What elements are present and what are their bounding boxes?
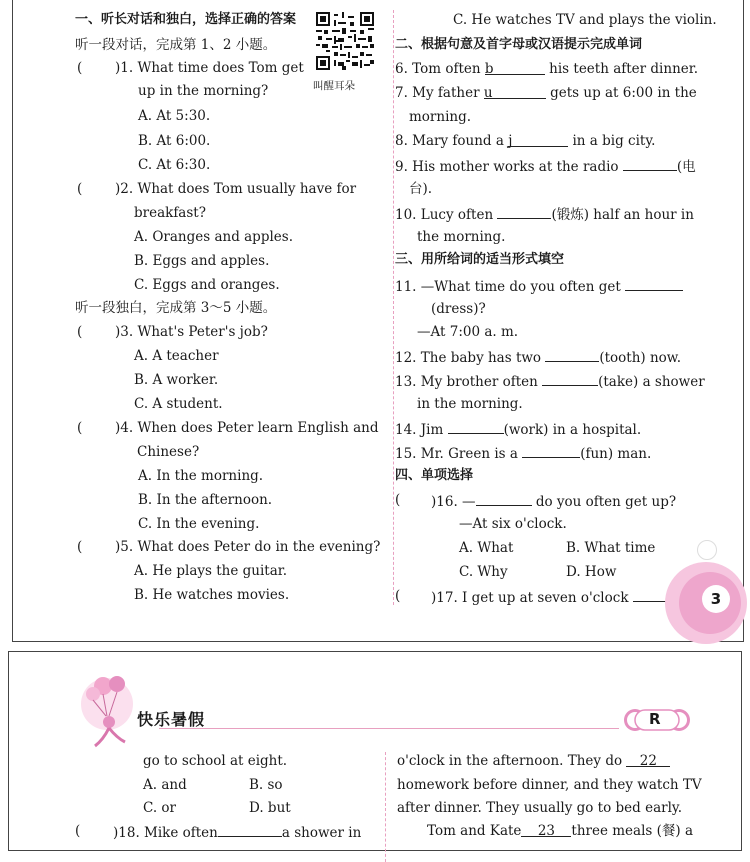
q10-blank[interactable] <box>497 204 551 219</box>
q6-blank[interactable]: b <box>485 60 545 75</box>
page-top <box>12 0 744 642</box>
q16-answer-line: —At six o'clock. <box>459 516 567 532</box>
q17-option-b[interactable]: B. so <box>249 777 283 793</box>
q16-option-d[interactable]: D. How <box>566 564 617 580</box>
header-rule <box>159 728 619 729</box>
q10-text-cont: the morning. <box>417 229 506 245</box>
page-bottom <box>8 651 742 851</box>
q9-text-cont: 台). <box>409 181 433 197</box>
q4-option-c[interactable]: C. In the evening. <box>138 516 260 532</box>
section-4-title: 四、单项选择 <box>395 468 474 483</box>
q2-text-cont: breakfast? <box>134 205 206 221</box>
q18-text: )18. Mike often a shower in <box>113 822 361 842</box>
q17-text: )17. I get up at seven o'clock <box>431 587 689 607</box>
q8-blank[interactable]: j <box>508 132 568 147</box>
page-number: 3 <box>702 585 730 613</box>
q16-blank[interactable] <box>476 491 532 506</box>
q3-option-b[interactable]: B. A worker. <box>134 372 219 388</box>
q3-option-a[interactable]: A. A teacher <box>134 348 219 364</box>
q1-option-b[interactable]: B. At 6:00. <box>138 133 211 149</box>
q9-blank[interactable] <box>623 156 677 171</box>
q11-blank[interactable] <box>625 276 683 291</box>
q1-option-a[interactable]: A. At 5:30. <box>138 108 211 124</box>
answer-paren-17[interactable]: ( <box>395 588 401 604</box>
q11-text-cont: (dress)? <box>431 301 486 317</box>
q4-option-b[interactable]: B. In the afternoon. <box>138 492 273 508</box>
answer-paren-4[interactable]: ( <box>77 420 83 436</box>
q15-blank[interactable] <box>522 443 580 458</box>
q2-text: )2. What does Tom usually have for <box>115 181 357 197</box>
q11-answer-line: —At 7:00 a. m. <box>417 324 519 340</box>
section-1-intro-a: 听一段对话，完成第 1、2 小题。 <box>75 37 277 53</box>
q1-text: )1. What time does Tom get <box>115 60 304 76</box>
q9-text: 9. His mother works at the radio (电 <box>395 156 696 176</box>
q11-text: 11. —What time do you often get <box>395 276 683 296</box>
section-2-title: 二、根据句意及首字母或汉语提示完成单词 <box>395 37 643 52</box>
answer-paren-18[interactable]: ( <box>75 823 81 839</box>
q14-text: 14. Jim (work) in a hospital. <box>395 419 641 439</box>
blank-23[interactable]: 23 <box>521 822 571 837</box>
qr-code[interactable] <box>316 12 374 70</box>
q15-text: 15. Mr. Green is a (fun) man. <box>395 443 651 463</box>
q16-option-b[interactable]: B. What time <box>566 540 656 556</box>
passage-line-4: Tom and Kate 23 three meals (餐) a <box>427 823 693 839</box>
q12-text: 12. The baby has two (tooth) now. <box>395 347 681 367</box>
q13-blank[interactable] <box>542 371 598 386</box>
q7-blank[interactable]: u <box>484 84 546 99</box>
passage-line-3: after dinner. They usually go to bed early. <box>397 800 683 816</box>
passage-line-1: o'clock in the afternoon. They do 22 <box>397 752 670 770</box>
q17-option-c[interactable]: C. or <box>143 800 177 816</box>
q5-text: )5. What does Peter do in the evening? <box>115 539 381 555</box>
q17-option-d[interactable]: D. but <box>249 800 291 816</box>
section-3-title: 三、用所给词的适当形式填空 <box>395 252 565 267</box>
q7-text-cont: morning. <box>409 109 472 125</box>
q1-option-c[interactable]: C. At 6:30. <box>138 157 211 173</box>
q17-option-a[interactable]: A. and <box>143 777 187 793</box>
q17-text-cont: go to school at eight. <box>143 753 288 769</box>
header-title: 快乐暑假 <box>137 710 206 729</box>
section-1-intro-b: 听一段独白，完成第 3～5 小题。 <box>75 300 277 316</box>
q5-option-c[interactable]: C. He watches TV and plays the violin. <box>453 12 717 28</box>
q2-option-a[interactable]: A. Oranges and apples. <box>134 229 293 245</box>
q12-blank[interactable] <box>545 347 599 362</box>
q14-blank[interactable] <box>448 419 504 434</box>
edition-badge: R <box>649 710 661 728</box>
q4-text: )4. When does Peter learn English and <box>115 420 379 436</box>
q13-text-cont: in the morning. <box>417 396 523 412</box>
q18-blank[interactable] <box>218 822 282 837</box>
answer-paren-2[interactable]: ( <box>77 181 83 197</box>
q5-option-b[interactable]: B. He watches movies. <box>134 587 290 603</box>
q5-option-a[interactable]: A. He plays the guitar. <box>134 563 288 579</box>
q16-text: )16. — do you often get up? <box>431 491 676 511</box>
q16-option-a[interactable]: A. What <box>459 540 514 556</box>
passage-line-2: homework before dinner, and they watch TV <box>397 777 702 793</box>
qr-caption: 叫醒耳朵 <box>313 80 355 92</box>
q2-option-c[interactable]: C. Eggs and oranges. <box>134 277 280 293</box>
q3-option-c[interactable]: C. A student. <box>134 396 223 412</box>
q2-option-b[interactable]: B. Eggs and apples. <box>134 253 270 269</box>
answer-paren-1[interactable]: ( <box>77 60 83 76</box>
blank-22[interactable]: 22 <box>626 752 670 767</box>
q13-text: 13. My brother often (take) a shower <box>395 371 705 391</box>
q16-option-c[interactable]: C. Why <box>459 564 508 580</box>
q8-text: 8. Mary found a j in a big city. <box>395 133 656 149</box>
answer-paren-3[interactable]: ( <box>77 324 83 340</box>
answer-paren-5[interactable]: ( <box>77 539 83 555</box>
q10-text: 10. Lucy often (锻炼) half an hour in <box>395 204 694 224</box>
q3-text: )3. What's Peter's job? <box>115 324 268 340</box>
section-1-title: 一、听长对话和独白，选择正确的答案 <box>75 12 297 27</box>
column-divider <box>393 10 394 605</box>
q4-option-a[interactable]: A. In the morning. <box>138 468 264 484</box>
q4-text-cont: Chinese? <box>137 444 200 460</box>
decor-bubble <box>697 540 717 560</box>
q1-text-cont: up in the morning? <box>138 83 269 99</box>
column-divider <box>385 752 386 862</box>
answer-paren-16[interactable]: ( <box>395 492 401 508</box>
q7-text: 7. My father u gets up at 6:00 in the <box>395 85 697 101</box>
q6-text: 6. Tom often b his teeth after dinner. <box>395 61 699 77</box>
